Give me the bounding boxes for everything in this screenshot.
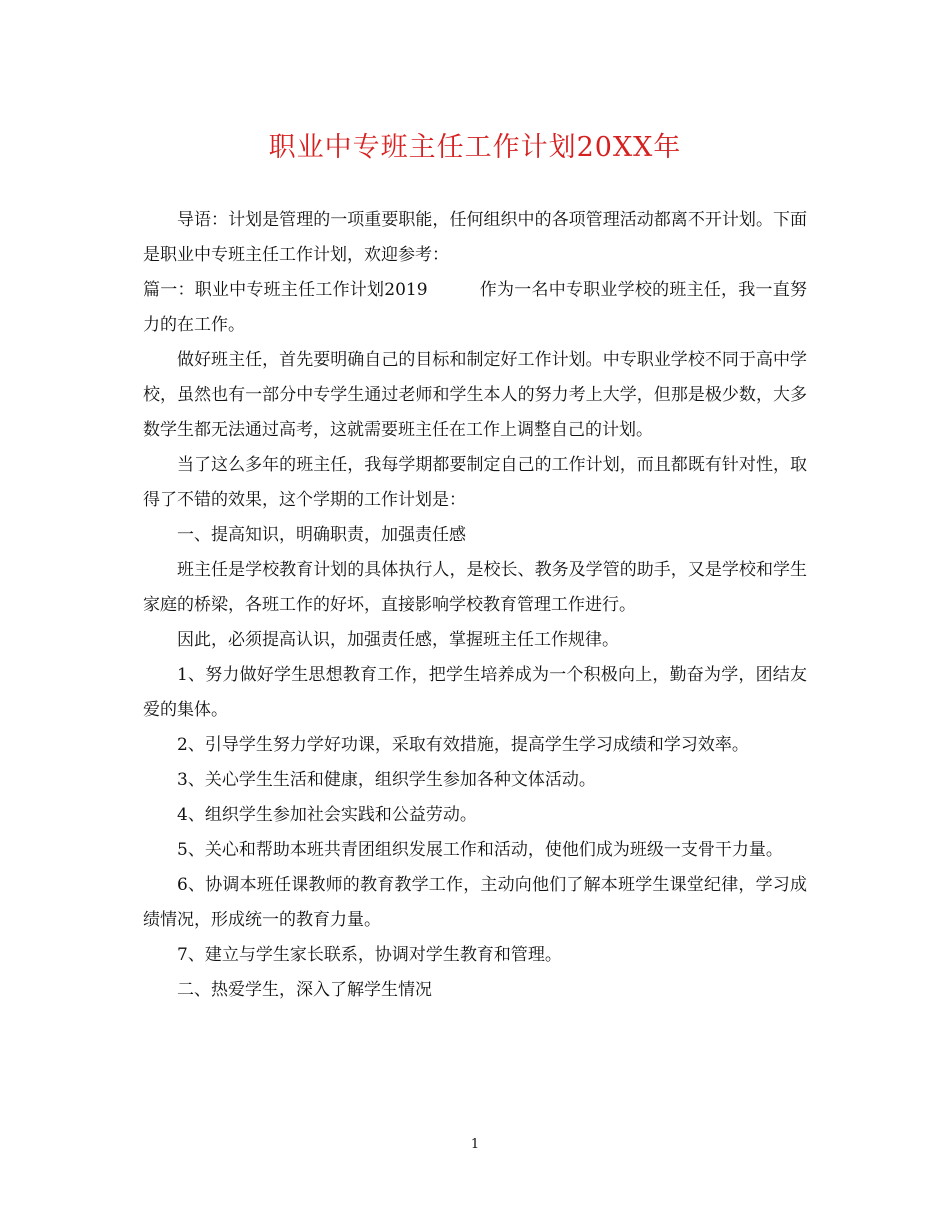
document-body bbox=[143, 203, 807, 1008]
list-item: 4、组织学生参加社会实践和公益劳动。 bbox=[177, 805, 477, 825]
section-first-line: 作为一名中专职业学校的班主任，我一直努力的在工作。 bbox=[143, 280, 807, 335]
paragraph-section-start bbox=[143, 273, 807, 343]
list-item: 1、努力做好学生思想教育工作，把学生培养成为一个积极向上，勤奋为学，团结友爱的集体。 bbox=[143, 665, 807, 720]
page-number: 1 bbox=[470, 1137, 480, 1152]
list-item: 7、建立与学生家长联系，协调对学生教育和管理。 bbox=[177, 945, 562, 965]
list-item: 2、引导学生努力学好功课，采取有效措施，提高学生学习成绩和学习效率。 bbox=[177, 735, 749, 755]
list-item: 5、关心和帮助本班共青团组织发展工作和活动，使他们成为班级一支骨干力量。 bbox=[177, 840, 783, 860]
subheading-two: 二、热爱学生，深入了解学生情况 bbox=[177, 980, 432, 1000]
section-heading: 篇一：职业中专班主任工作计划2019 bbox=[143, 280, 428, 300]
paragraph: 因此，必须提高认识，加强责任感，掌握班主任工作规律。 bbox=[177, 630, 619, 650]
paragraph-intro: 导语：计划是管理的一项重要职能，任何组织中的各项管理活动都离不开计划。下面是职业中专班主任工作计划，欢迎参考： bbox=[143, 210, 807, 265]
list-item: 6、协调本班任课教师的教育教学工作，主动向他们了解本班学生课堂纪律，学习成绩情况，形成统一的教育力量。 bbox=[143, 875, 807, 930]
document-title: 职业中专班主任工作计划20XX年 bbox=[268, 132, 682, 163]
subheading-one: 一、提高知识，明确职责，加强责任感 bbox=[177, 525, 466, 545]
paragraph: 做好班主任，首先要明确自己的目标和制定好工作计划。中专职业学校不同于高中学校，虽然也有一部分中专学生通过老师和学生本人的努力考上大学，但那是极少数，大多数学生都无法通过高考，这就需要班主任在工作上调整自己的计划。 bbox=[143, 350, 807, 440]
paragraph: 班主任是学校教育计划的具体执行人，是校长、教务及学管的助手，又是学校和学生家庭的桥梁，各班工作的好坏，直接影响学校教育管理工作进行。 bbox=[143, 560, 807, 615]
paragraph: 当了这么多年的班主任，我每学期都要制定自己的工作计划，而且都既有针对性，取得了不错的效果，这个学期的工作计划是： bbox=[143, 455, 807, 510]
list-item: 3、关心学生生活和健康，组织学生参加各种文体活动。 bbox=[177, 770, 596, 790]
